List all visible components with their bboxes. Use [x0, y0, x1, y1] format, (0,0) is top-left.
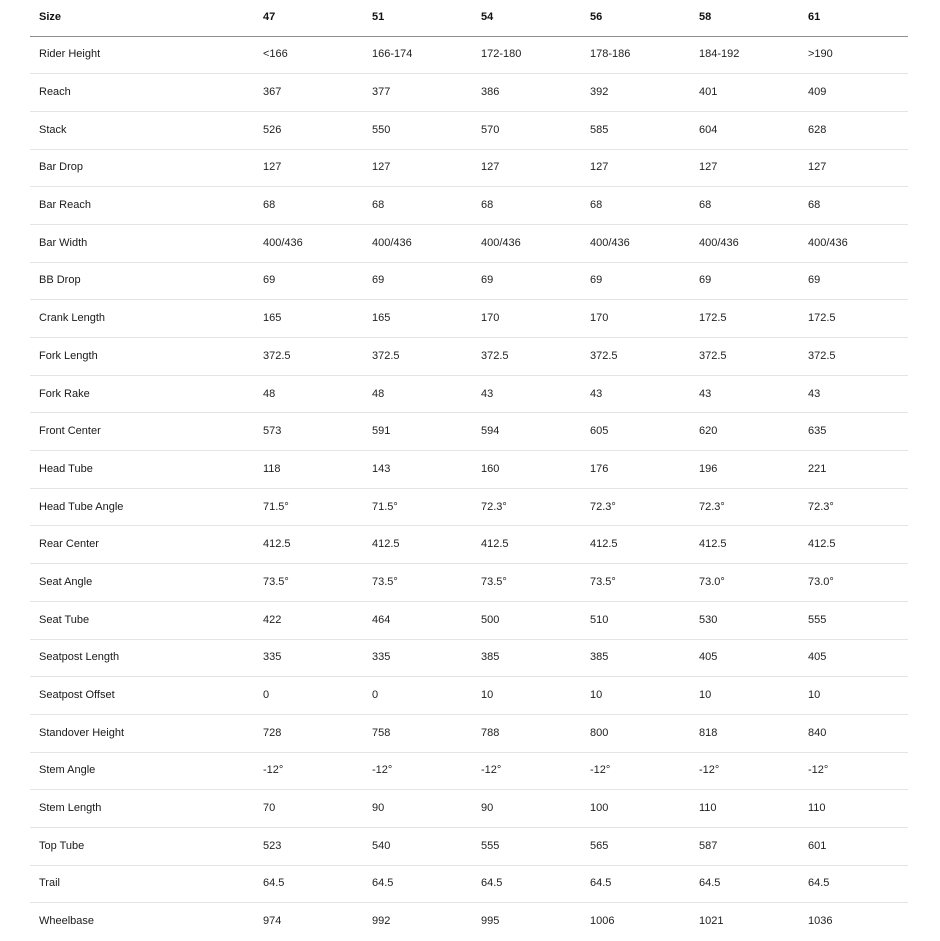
table-row — [30, 827, 908, 865]
row-label: Seat Tube — [30, 601, 254, 639]
row-label: Reach — [30, 74, 254, 112]
table-row — [30, 601, 908, 639]
table-cell: 385 — [581, 639, 690, 677]
table-cell: 172.5 — [799, 300, 908, 338]
table-cell: -12° — [472, 752, 581, 790]
table-cell: 64.5 — [581, 865, 690, 903]
table-cell: 69 — [254, 262, 363, 300]
table-cell: 71.5° — [254, 488, 363, 526]
table-cell: 170 — [472, 300, 581, 338]
table-cell: 64.5 — [472, 865, 581, 903]
table-cell: 385 — [472, 639, 581, 677]
table-cell: 335 — [254, 639, 363, 677]
table-cell: 70 — [254, 790, 363, 828]
table-cell: 64.5 — [254, 865, 363, 903]
table-row — [30, 111, 908, 149]
table-cell: 605 — [581, 413, 690, 451]
table-row — [30, 451, 908, 489]
table-cell: 72.3° — [581, 488, 690, 526]
header-row — [30, 0, 908, 36]
table-cell: >190 — [799, 36, 908, 74]
table-cell: 184-192 — [690, 36, 799, 74]
row-label: Head Tube — [30, 451, 254, 489]
row-label: Front Center — [30, 413, 254, 451]
table-row — [30, 262, 908, 300]
table-cell: 591 — [363, 413, 472, 451]
table-cell: 100 — [581, 790, 690, 828]
table-cell: 620 — [690, 413, 799, 451]
table-cell: 69 — [581, 262, 690, 300]
table-cell: 412.5 — [799, 526, 908, 564]
table-cell: -12° — [690, 752, 799, 790]
table-cell: 73.5° — [254, 564, 363, 602]
table-row — [30, 903, 908, 941]
table-cell: 412.5 — [690, 526, 799, 564]
table-cell: 10 — [472, 677, 581, 715]
table-cell: 10 — [690, 677, 799, 715]
table-cell: 73.5° — [363, 564, 472, 602]
table-cell: 68 — [363, 187, 472, 225]
table-cell: 172-180 — [472, 36, 581, 74]
table-cell: 48 — [363, 375, 472, 413]
table-cell: 64.5 — [690, 865, 799, 903]
table-cell: 400/436 — [690, 224, 799, 262]
table-cell: 127 — [472, 149, 581, 187]
table-row — [30, 300, 908, 338]
table-cell: 1021 — [699, 915, 724, 928]
table-cell: 422 — [254, 601, 363, 639]
table-cell: 64.5 — [363, 865, 472, 903]
row-label: Top Tube — [30, 827, 254, 865]
table-cell: 400/436 — [799, 224, 908, 262]
table-cell: 68 — [799, 187, 908, 225]
table-cell: 540 — [363, 827, 472, 865]
table-row — [30, 36, 908, 74]
table-cell: 166-174 — [363, 36, 472, 74]
table-cell: 500 — [472, 601, 581, 639]
table-row — [30, 752, 908, 790]
table-cell: -12° — [254, 752, 363, 790]
table-cell: 758 — [363, 714, 472, 752]
table-cell: 69 — [363, 262, 472, 300]
row-label: Stem Angle — [30, 752, 254, 790]
row-label: Wheelbase — [39, 915, 95, 928]
table-cell: 170 — [581, 300, 690, 338]
row-label: Bar Reach — [30, 187, 254, 225]
row-label: Stem Length — [30, 790, 254, 828]
table-cell: 73.5° — [581, 564, 690, 602]
table-cell: 118 — [254, 451, 363, 489]
table-row — [30, 677, 908, 715]
table-cell: 386 — [472, 74, 581, 112]
row-label: Stack — [30, 111, 254, 149]
table-cell: 570 — [472, 111, 581, 149]
table-cell: 587 — [690, 827, 799, 865]
table-row — [30, 714, 908, 752]
table-header — [30, 0, 908, 36]
table-cell: 405 — [799, 639, 908, 677]
table-cell: 178-186 — [581, 36, 690, 74]
table-cell: 68 — [472, 187, 581, 225]
table-cell: 523 — [254, 827, 363, 865]
table-cell: 0 — [363, 677, 472, 715]
table-cell: 412.5 — [581, 526, 690, 564]
table-cell: 974 — [263, 915, 282, 928]
size-column-header: 56 — [581, 0, 690, 36]
table-cell: 412.5 — [363, 526, 472, 564]
table-cell: 72.3° — [690, 488, 799, 526]
table-cell: 405 — [690, 639, 799, 677]
table-cell: 372.5 — [581, 338, 690, 376]
table-cell: 400/436 — [581, 224, 690, 262]
table-row — [30, 149, 908, 187]
table-cell: 73.0° — [799, 564, 908, 602]
table-cell: 71.5° — [363, 488, 472, 526]
table-cell: 64.5 — [799, 865, 908, 903]
table-cell: 176 — [581, 451, 690, 489]
table-cell: 196 — [690, 451, 799, 489]
row-label: Head Tube Angle — [30, 488, 254, 526]
row-label: Rider Height — [30, 36, 254, 74]
table-cell: 464 — [363, 601, 472, 639]
table-cell: 73.5° — [472, 564, 581, 602]
table-cell: 550 — [363, 111, 472, 149]
table-row — [30, 526, 908, 564]
table-row — [30, 74, 908, 112]
table-cell: 565 — [581, 827, 690, 865]
row-label: BB Drop — [30, 262, 254, 300]
table-cell: 555 — [472, 827, 581, 865]
row-label: Bar Drop — [30, 149, 254, 187]
table-cell: 372.5 — [799, 338, 908, 376]
row-label: Crank Length — [30, 300, 254, 338]
table-cell: 628 — [799, 111, 908, 149]
table-cell: -12° — [581, 752, 690, 790]
table-row — [30, 865, 908, 903]
table-row — [30, 224, 908, 262]
table-cell: 412.5 — [472, 526, 581, 564]
size-column-header: 51 — [363, 0, 472, 36]
table-cell: 401 — [690, 74, 799, 112]
table-cell: 172.5 — [690, 300, 799, 338]
table-cell: 400/436 — [254, 224, 363, 262]
table-row — [30, 488, 908, 526]
table-row — [30, 375, 908, 413]
table-cell: 160 — [472, 451, 581, 489]
row-label: Seatpost Length — [30, 639, 254, 677]
table-cell: 110 — [799, 790, 908, 828]
table-cell: 400/436 — [472, 224, 581, 262]
geometry-table — [30, 0, 908, 941]
table-cell: 73.0° — [690, 564, 799, 602]
table-cell: 69 — [690, 262, 799, 300]
table-row — [30, 338, 908, 376]
table-row — [30, 790, 908, 828]
table-cell: 143 — [363, 451, 472, 489]
size-column-header: 61 — [799, 0, 908, 36]
row-label: Bar Width — [30, 224, 254, 262]
table-cell: 604 — [690, 111, 799, 149]
table-cell: 0 — [254, 677, 363, 715]
row-label: Seatpost Offset — [30, 677, 254, 715]
table-cell: 1006 — [590, 915, 615, 928]
table-cell: 72.3° — [799, 488, 908, 526]
table-cell: 165 — [254, 300, 363, 338]
table-cell: 555 — [799, 601, 908, 639]
table-cell: 68 — [690, 187, 799, 225]
table-cell: 995 — [481, 915, 500, 928]
table-cell: 127 — [799, 149, 908, 187]
size-header-label: Size — [30, 0, 254, 36]
table-cell: 127 — [690, 149, 799, 187]
table-cell: 43 — [799, 375, 908, 413]
table-cell: 10 — [581, 677, 690, 715]
table-cell: 728 — [254, 714, 363, 752]
table-cell: 788 — [472, 714, 581, 752]
table-cell: 372.5 — [254, 338, 363, 376]
row-label: Standover Height — [30, 714, 254, 752]
table-cell: 68 — [581, 187, 690, 225]
table-cell: 335 — [363, 639, 472, 677]
table-cell: 594 — [472, 413, 581, 451]
table-row — [30, 639, 908, 677]
table-row — [30, 187, 908, 225]
size-column-header: 47 — [254, 0, 363, 36]
table-row — [30, 413, 908, 451]
row-label: Fork Rake — [30, 375, 254, 413]
table-cell: 69 — [799, 262, 908, 300]
table-cell: 409 — [799, 74, 908, 112]
table-cell: 818 — [690, 714, 799, 752]
table-cell: 585 — [581, 111, 690, 149]
size-column-header: 54 — [472, 0, 581, 36]
table-cell: 367 — [254, 74, 363, 112]
table-cell: 110 — [690, 790, 799, 828]
row-label: Fork Length — [30, 338, 254, 376]
table-cell: 10 — [799, 677, 908, 715]
table-cell: 412.5 — [254, 526, 363, 564]
row-label: Seat Angle — [30, 564, 254, 602]
table-cell: 530 — [690, 601, 799, 639]
table-cell: 510 — [581, 601, 690, 639]
table-cell: <166 — [254, 36, 363, 74]
table-cell: 377 — [363, 74, 472, 112]
table-cell: 72.3° — [472, 488, 581, 526]
table-cell: 800 — [581, 714, 690, 752]
table-cell: 601 — [799, 827, 908, 865]
table-cell: 43 — [472, 375, 581, 413]
table-row — [30, 564, 908, 602]
row-label: Rear Center — [30, 526, 254, 564]
table-cell: 1036 — [808, 915, 833, 928]
table-cell: 90 — [363, 790, 472, 828]
table-cell: 992 — [372, 915, 391, 928]
table-cell: 90 — [472, 790, 581, 828]
size-column-header: 58 — [690, 0, 799, 36]
table-cell: 43 — [690, 375, 799, 413]
table-cell: 69 — [472, 262, 581, 300]
table-cell: 573 — [254, 413, 363, 451]
table-cell: 165 — [363, 300, 472, 338]
row-label: Trail — [30, 865, 254, 903]
table-cell: 372.5 — [690, 338, 799, 376]
table-cell: 127 — [581, 149, 690, 187]
table-cell: 372.5 — [472, 338, 581, 376]
table-cell: 48 — [254, 375, 363, 413]
table-body — [30, 36, 908, 941]
table-cell: -12° — [363, 752, 472, 790]
table-cell: 43 — [581, 375, 690, 413]
table-cell: 526 — [254, 111, 363, 149]
table-cell: 635 — [799, 413, 908, 451]
table-cell: 221 — [799, 451, 908, 489]
table-cell: -12° — [799, 752, 908, 790]
table-cell: 400/436 — [363, 224, 472, 262]
table-cell: 127 — [363, 149, 472, 187]
table-cell: 840 — [799, 714, 908, 752]
table-cell: 392 — [581, 74, 690, 112]
table-cell: 68 — [254, 187, 363, 225]
table-cell: 127 — [254, 149, 363, 187]
table-cell: 372.5 — [363, 338, 472, 376]
